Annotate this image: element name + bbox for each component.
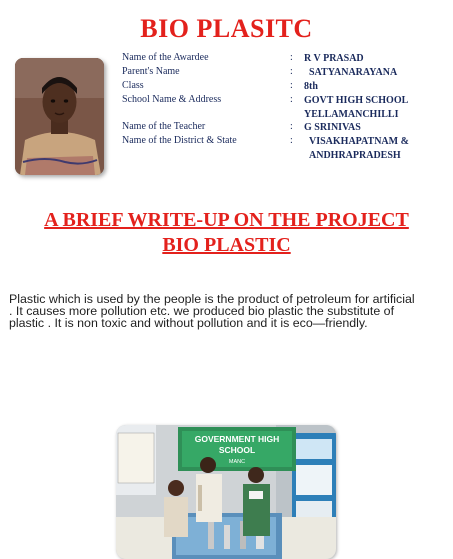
paragraph-line: Plastic which is used by the people is the product of petroleum for artificial — [9, 292, 415, 306]
paragraph-line: plastic . It is non toxic and without pollution and it is eco—friendly. — [9, 316, 368, 330]
banner-line3: MANC — [228, 459, 246, 465]
detail-row-class — [122, 80, 442, 94]
detail-value: 8th — [304, 81, 318, 92]
detail-label: School Name & Address — [122, 94, 222, 105]
exhibit-photo — [116, 425, 336, 559]
writeup-title-line2: BIO PLASTIC — [162, 234, 291, 256]
detail-value: GOVT HIGH SCHOOL YELLAMANCHILLI — [304, 95, 408, 120]
awardee-photo — [15, 58, 104, 175]
banner-line1: GOVERNMENT HIGH — [194, 434, 280, 444]
detail-value: SATYANARAYANA — [309, 67, 398, 78]
detail-label: Name of the Teacher — [122, 121, 206, 132]
detail-label: Parent's Name — [122, 66, 180, 77]
detail-row-teacher — [122, 121, 442, 135]
detail-colon: : — [290, 135, 293, 146]
student-portrait-icon — [15, 58, 104, 175]
paragraph-line: . It causes more pollution etc. we produced bio plastic the substitute of — [9, 304, 395, 318]
detail-row-awardee — [122, 52, 442, 66]
writeup-paragraph — [9, 293, 441, 329]
detail-colon: : — [290, 80, 293, 91]
detail-label: Class — [122, 80, 144, 91]
detail-row-school — [122, 94, 442, 121]
detail-value: VISAKHAPATNAM & ANDHRAPRADESH — [309, 136, 409, 161]
detail-label: Name of the District & State — [122, 135, 237, 146]
page-title: BIO PLASITC — [140, 14, 313, 43]
writeup-title — [0, 208, 453, 258]
detail-colon: : — [290, 52, 293, 63]
detail-row-parent — [122, 66, 442, 80]
exhibition-scene-icon — [116, 425, 336, 559]
awardee-details — [122, 52, 442, 162]
detail-colon: : — [290, 94, 293, 105]
detail-row-district — [122, 135, 442, 162]
banner-line2: SCHOOL — [218, 445, 256, 455]
detail-value: G SRINIVAS — [304, 122, 361, 133]
writeup-title-line1: A BRIEF WRITE-UP ON THE PROJECT — [44, 209, 409, 231]
detail-colon: : — [290, 66, 293, 77]
detail-label: Name of the Awardee — [122, 52, 209, 63]
detail-colon: : — [290, 121, 293, 132]
detail-value: R V PRASAD — [304, 53, 364, 64]
